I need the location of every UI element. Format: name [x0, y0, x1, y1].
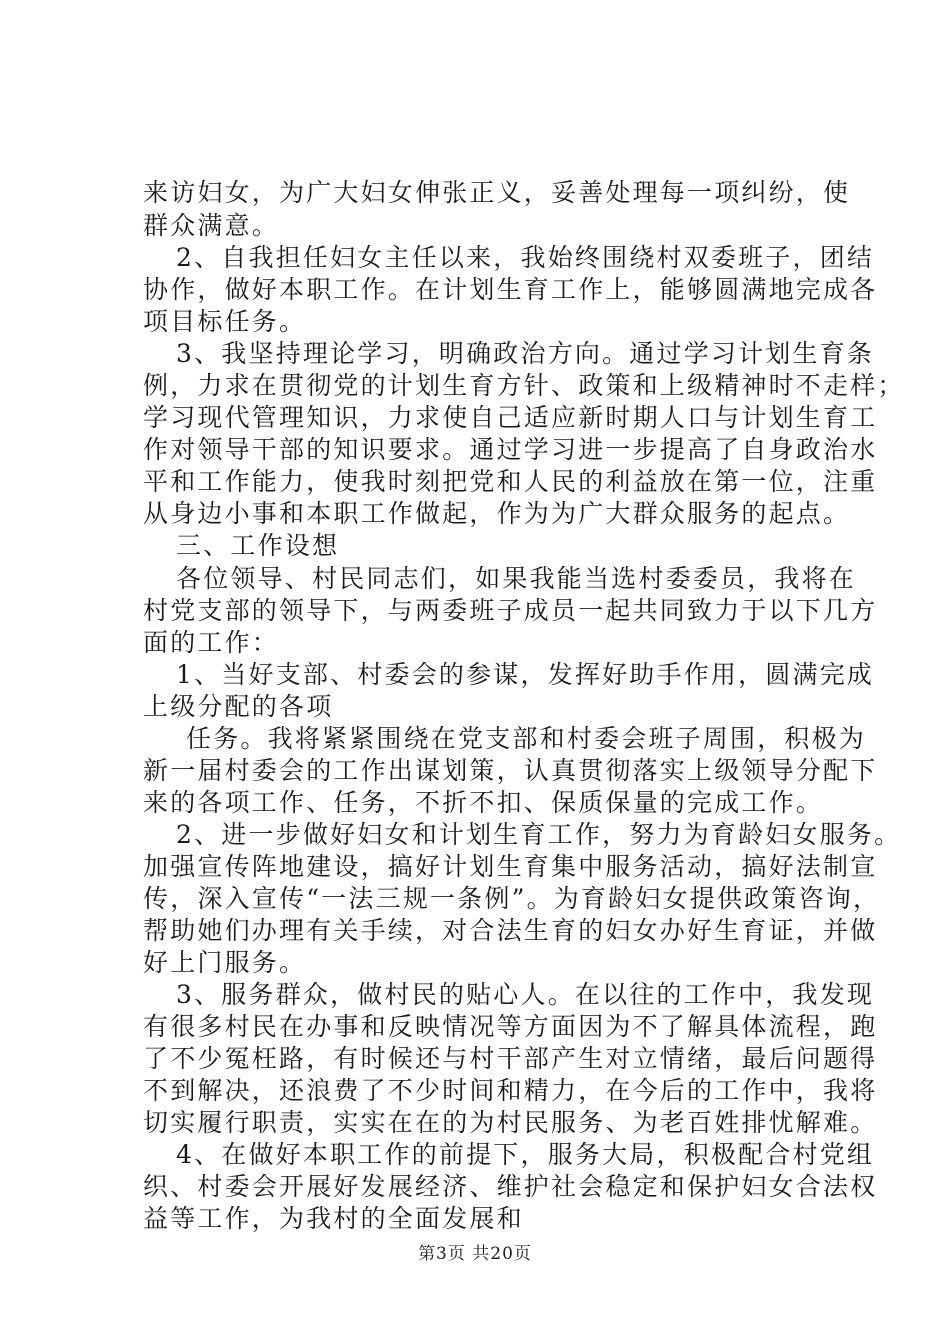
text-line: 帮助她们办理有关手续，对合法生育的妇女办好生育证，并做 [143, 916, 878, 945]
text-line: 例，力求在贯彻党的计划生育方针、政策和上级精神时不走样； [143, 371, 905, 400]
text-line: 来访妇女，为广大妇女伸张正义，妥善处理每一项纠纷，使 [143, 178, 851, 207]
text-line: 任务。我将紧紧围绕在党支部和村委会班子周围，积极为 [186, 724, 867, 753]
text-line: 传，深入宣传“一法三规一条例”。为育龄妇女提供政策咨询， [143, 884, 881, 913]
text-line: 项目标任务。 [143, 307, 307, 336]
text-line: 3、我坚持理论学习，明确政治方向。通过学习计划生育条 [176, 339, 875, 368]
text-line: 3、服务群众，做村民的贴心人。在以往的工作中，我发现 [176, 980, 875, 1009]
text-line: 村党支部的领导下，与两委班子成员一起共同致力于以下几方 [143, 596, 878, 625]
text-line: 上级分配的各项 [143, 692, 334, 721]
text-line: 1、当好支部、村委会的参谋，发挥好助手作用，圆满完成 [176, 660, 875, 689]
text-line: 织、村委会开展好发展经济、维护社会稳定和保护妇女合法权 [143, 1172, 878, 1201]
text-line: 学习现代管理知识，力求使自己适应新时期人口与计划生育工 [143, 403, 878, 432]
text-line: 来的各项工作、任务，不折不扣、保质保量的完成工作。 [143, 788, 824, 817]
text-line: 作对领导干部的知识要求。通过学习进一步提高了自身政治水 [143, 435, 878, 464]
text-line: 群众满意。 [143, 211, 280, 240]
text-line: 4、在做好本职工作的前提下，服务大局，积极配合村党组 [176, 1140, 875, 1169]
text-line: 加强宣传阵地建设，搞好计划生育集中服务活动，搞好法制宣 [143, 852, 878, 881]
text-line: 平和工作能力，使我时刻把党和人民的利益放在第一位，注重 [143, 467, 878, 496]
text-line: 切实履行职责，实实在在的为村民服务、为老百姓排忧解难。 [143, 1108, 878, 1137]
text-line: 了不少冤枉路，有时候还与村干部产生对立情绪，最后问题得 [143, 1044, 878, 1073]
text-line: 不到解决，还浪费了不少时间和精力，在今后的工作中，我将 [143, 1076, 878, 1105]
text-line: 2、进一步做好妇女和计划生育工作，努力为育龄妇女服务。 [176, 820, 902, 849]
text-line: 新一届村委会的工作出谋划策，认真贯彻落实上级领导分配下 [143, 756, 878, 785]
page-number-footer: 第3页 共20页 [418, 1244, 532, 1264]
text-line: 协作，做好本职工作。在计划生育工作上，能够圆满地完成各 [143, 275, 878, 304]
text-line: 益等工作，为我村的全面发展和 [143, 1204, 524, 1233]
text-line: 从身边小事和本职工作做起，作为为广大群众服务的起点。 [143, 499, 851, 528]
text-line: 有很多村民在办事和反映情况等方面因为不了解具体流程，跑 [143, 1012, 878, 1041]
section-heading: 三、工作设想 [176, 531, 340, 560]
text-line: 各位领导、村民同志们，如果我能当选村委委员，我将在 [176, 564, 857, 593]
text-line: 面的工作： [143, 628, 280, 657]
text-line: 2、自我担任妇女主任以来，我始终围绕村双委班子，团结 [176, 243, 875, 272]
text-line: 好上门服务。 [143, 948, 307, 977]
